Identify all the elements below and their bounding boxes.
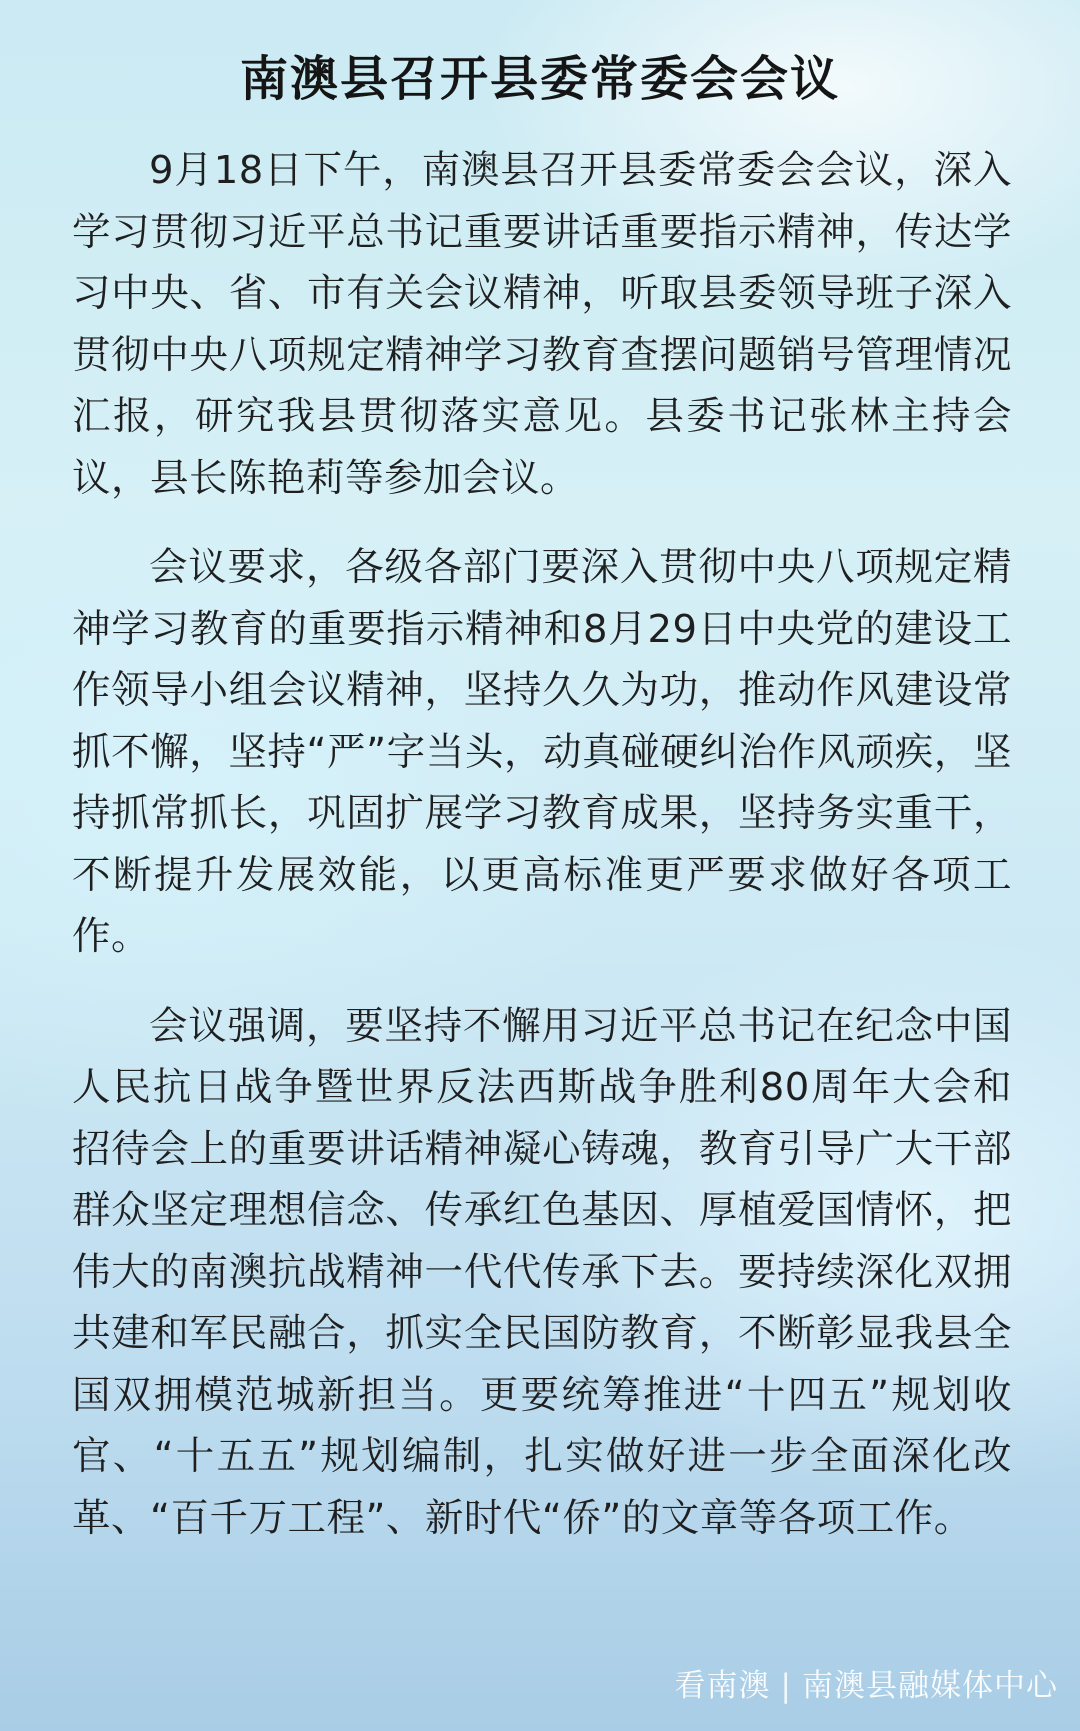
watermark-credit <box>675 1660 1058 1705</box>
paragraph-2: 会议要求，各级各部门要深入贯彻中央八项规定精神学习教育的重要指示精神和8月29日中央党的建设工作领导小组会议精神，坚持久久为功，推动作风建设常抓不懈，坚持“严”字当头，动真碰硬纠治作风顽疾，坚持抓常抓长，巩固扩展学习教育成果，坚持务实重干，不断提升发展效能，以更高标准更严要求做好各项工作。 <box>72 545 1012 959</box>
paragraph-1: 9月18日下午，南澳县召开县委常委会会议，深入学习贯彻习近平总书记重要讲话重要指示精神，传达学习中央、省、市有关会议精神，听取县委领导班子深入贯彻中央八项规定精神学习教育查摆问题销号管理情况汇报，研究我县贯彻落实意见。县委书记张林主持会议，县长陈艳莉等参加会议。 <box>72 148 1012 501</box>
publisher-name: 南澳县融媒体中心 <box>802 1668 1058 1704</box>
paragraph-3: 会议强调，要坚持不懈用习近平总书记在纪念中国人民抗日战争暨世界反法西斯战争胜利80周年大会和招待会上的重要讲话精神凝心铸魂，教育引导广大干部群众坚定理想信念、传承红色基因、厚植爱国情怀，把伟大的南澳抗战精神一代代传承下去。要持续深化双拥共建和军民融合，抓实全民国防教育，不断彰显我县全国双拥模范城新担当。更要统筹推进“十四五”规划收官、“十五五”规划编制，扎实做好进一步全面深化改革、“百千万工程”、新时代“侨”的文章等各项工作。 <box>72 1003 1012 1541</box>
source-name: 看南澳 <box>674 1668 771 1704</box>
credit-separator: | <box>780 1668 792 1704</box>
article-body <box>72 140 1012 1577</box>
article-title: 南澳县召开县委常委会会议 <box>239 51 840 107</box>
